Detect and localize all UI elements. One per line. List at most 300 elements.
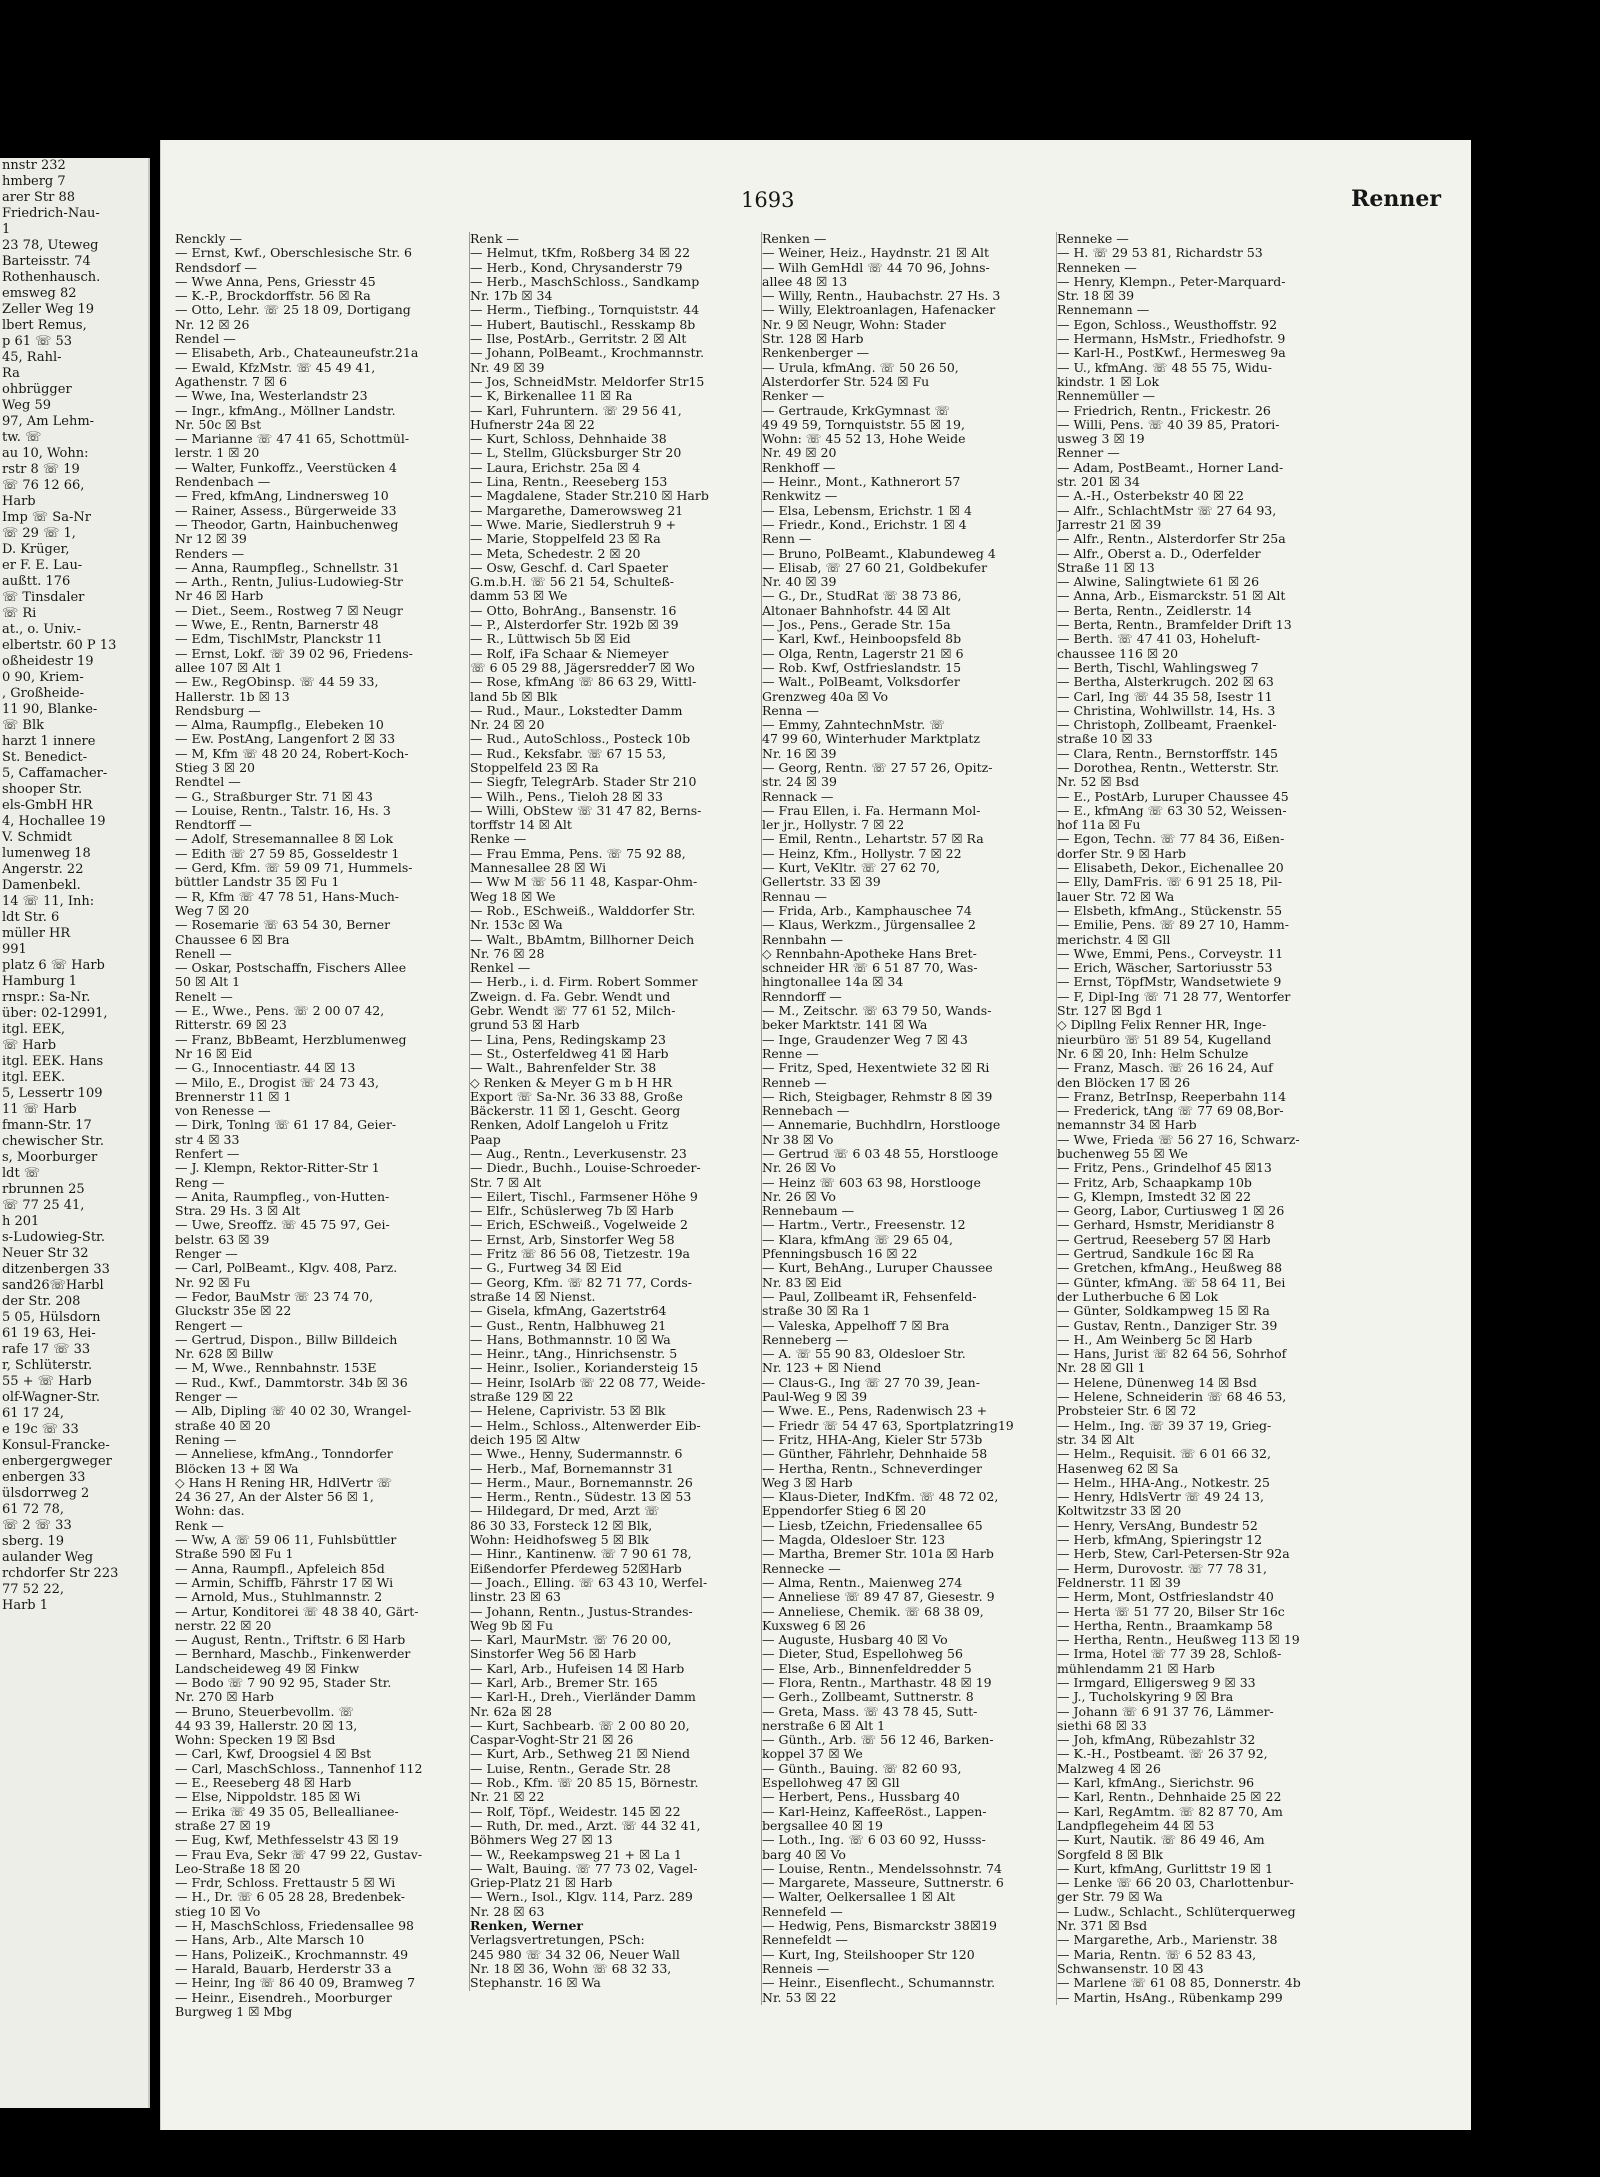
directory-entry: — Carl, MaschSchloss., Tannenhof 112 bbox=[175, 1761, 423, 1776]
directory-entry: Malzweg 4 ☒ 26 bbox=[1057, 1761, 1161, 1776]
directory-entry: — R, Kfm ☏ 47 78 51, Hans-Much- bbox=[175, 889, 400, 904]
directory-entry: — Rud., Keksfabr. ☏ 67 15 53, bbox=[470, 746, 667, 761]
left-fragment-line: s-Ludowieg-Str. bbox=[2, 1230, 105, 1245]
directory-entry: — Else, Arb., Binnenfeldredder 5 bbox=[762, 1661, 972, 1676]
directory-entry: — Milo, E., Drogist ☏ 24 73 43, bbox=[175, 1075, 379, 1090]
left-fragment-line: itgl. EEK. bbox=[2, 1070, 65, 1085]
left-fragment-line: tw. ☏ bbox=[2, 430, 42, 445]
directory-entry: — H., Am Weinberg 5c ☒ Harb bbox=[1057, 1332, 1253, 1347]
directory-entry: — Herm, Durovostr. ☏ 77 78 31, bbox=[1057, 1561, 1267, 1576]
directory-entry: ◇ Hans H Rening HR, HdlVertr ☏ bbox=[175, 1475, 393, 1490]
directory-entry: — Walt., Bahrenfelder Str. 38 bbox=[470, 1061, 657, 1076]
directory-entry: — Marie, Stoppelfeld 23 ☒ Ra bbox=[470, 532, 661, 547]
directory-entry: — K.-H., Postbeamt. ☏ 26 37 92, bbox=[1057, 1747, 1268, 1762]
directory-entry: — Anna, Raumpfleg., Schnellstr. 31 bbox=[175, 560, 400, 575]
directory-entry: — Clara, Rentn., Bernstorffstr. 145 bbox=[1057, 746, 1278, 761]
directory-entry: straße 14 ☒ Nienst. bbox=[470, 1289, 596, 1304]
directory-entry: — Herb., MaschSchloss., Sandkamp bbox=[470, 274, 700, 289]
left-fragment-line: Barteisstr. 74 bbox=[2, 254, 91, 269]
directory-entry: — Magdalene, Stader Str.210 ☒ Harb bbox=[470, 489, 709, 504]
directory-entry: — A.-H., Osterbekstr 40 ☒ 22 bbox=[1057, 489, 1244, 504]
directory-entry: — Alwine, Salingtwiete 61 ☒ 26 bbox=[1057, 575, 1260, 590]
left-fragment-line: ☏ Tinsdaler bbox=[2, 590, 85, 605]
directory-entry: Jarrestr 21 ☒ 39 bbox=[1057, 517, 1162, 532]
directory-entry: — Hertha, Rentn., Schneverdinger bbox=[762, 1461, 982, 1476]
directory-entry: Wohn: Specken 19 ☒ Bsd bbox=[175, 1733, 336, 1748]
directory-entry: — Ingr., kfmAng., Möllner Landstr. bbox=[175, 403, 396, 418]
left-fragment-line: Ra bbox=[2, 366, 20, 381]
directory-entry: — Inge, Graudenzer Weg 7 ☒ 43 bbox=[762, 1032, 968, 1047]
left-fragment-line: sand26☏Harbl bbox=[2, 1278, 104, 1293]
directory-entry: Kuxsweg 6 ☒ 26 bbox=[762, 1618, 866, 1633]
surname-heading: Rendel — bbox=[175, 332, 236, 347]
left-fragment-line: 5, Lessertr 109 bbox=[2, 1086, 103, 1101]
directory-entry: — Herb., i. d. Firm. Robert Sommer bbox=[470, 975, 698, 990]
surname-heading: Renneke — bbox=[1057, 232, 1129, 246]
left-fragment-line: 97, Am Lehm- bbox=[2, 414, 95, 429]
directory-entry: — Friedrich, Rentn., Frickestr. 26 bbox=[1057, 403, 1271, 418]
directory-entry: ◇ Rennbahn-Apotheke Hans Bret- bbox=[762, 946, 977, 961]
directory-entry: — Emil, Rentn., Lehartstr. 57 ☒ Ra bbox=[762, 832, 984, 847]
directory-entry: — Irma, Hotel ☏ 77 39 28, Schloß- bbox=[1057, 1647, 1282, 1662]
directory-entry: Nr. 92 ☒ Fu bbox=[175, 1275, 251, 1290]
directory-entry: Nr. 76 ☒ 28 bbox=[470, 946, 545, 961]
directory-entry: — Herm., Rentn., Südestr. 13 ☒ 53 bbox=[470, 1490, 692, 1505]
left-fragment-line: ülsdorrweg 2 bbox=[2, 1486, 90, 1501]
surname-heading: Renckly — bbox=[175, 232, 242, 246]
left-fragment-line: , Großheide- bbox=[2, 686, 85, 701]
left-fragment-line: Friedrich-Nau- bbox=[2, 206, 100, 221]
directory-entry: — G, Klempn, Imstedt 32 ☒ 22 bbox=[1057, 1189, 1252, 1204]
directory-entry: — Kurt, Arb., Sethweg 21 ☒ Niend bbox=[470, 1747, 691, 1762]
directory-entry: — Loth., Ing. ☏ 6 03 60 92, Husss- bbox=[762, 1833, 986, 1848]
surname-heading: Rengert — bbox=[175, 1318, 243, 1333]
directory-entry: — Herm., Tiefbing., Tornquiststr. 44 bbox=[470, 303, 700, 318]
directory-entry: Nr. 83 ☒ Eid bbox=[762, 1275, 842, 1290]
page-number: 1693 bbox=[741, 188, 795, 212]
directory-entry: Bäckerstr. 11 ☒ 1, Gescht. Georg bbox=[470, 1104, 681, 1119]
directory-entry: — Valeska, Appelhoff 7 ☒ Bra bbox=[762, 1318, 950, 1333]
directory-entry: Nr. 123 + ☒ Niend bbox=[762, 1361, 882, 1376]
left-fragment-line: itgl. EEK. Hans bbox=[2, 1054, 104, 1069]
directory-entry: — Erich, ESchweiß., Vogelweide 2 bbox=[470, 1218, 688, 1233]
left-fragment-line: 5, Caffamacher- bbox=[2, 766, 108, 781]
directory-entry: — Rob. Kwf, Ostfrieslandstr. 15 bbox=[762, 660, 962, 675]
left-fragment-line: 991 bbox=[2, 942, 27, 957]
directory-entry: — Joach., Elling. ☏ 63 43 10, Werfel- bbox=[470, 1575, 708, 1590]
left-fragment-line: St. Benedict- bbox=[2, 750, 88, 765]
directory-entry: — Heinr., Mont., Kathnerort 57 bbox=[762, 475, 961, 490]
directory-entry: Nr. 6 ☒ 20, Inh: Helm Schulze bbox=[1057, 1046, 1249, 1061]
directory-entry: — Johann, PolBeamt., Krochmannstr. bbox=[470, 346, 705, 361]
directory-entry: Stieg 3 ☒ 20 bbox=[175, 760, 255, 775]
directory-entry: hof 11a ☒ Fu bbox=[1057, 818, 1141, 833]
directory-entry: — Gertrud, Reeseberg 57 ☒ Harb bbox=[1057, 1232, 1271, 1247]
directory-entry: — Egon, Techn. ☏ 77 84 36, Eißen- bbox=[1057, 832, 1285, 847]
directory-entry: — Gretchen, kfmAng., Heußweg 88 bbox=[1057, 1261, 1283, 1276]
directory-entry: Nr. 49 ☒ 39 bbox=[470, 360, 545, 375]
directory-entry: — G., Dr., StudRat ☏ 38 73 86, bbox=[762, 589, 962, 604]
left-fragment-line: Rothenhausch. bbox=[2, 270, 101, 285]
surname-heading: Renner — bbox=[1057, 446, 1120, 461]
directory-entry: hingtonallee 14a ☒ 34 bbox=[762, 975, 904, 990]
directory-entry: — Hartm., Vertr., Freesenstr. 12 bbox=[762, 1218, 966, 1233]
surname-heading: Renkel — bbox=[470, 961, 531, 976]
left-fragment-line: emsweg 82 bbox=[2, 286, 77, 301]
directory-entry: — H, MaschSchloss, Friedensallee 98 bbox=[175, 1919, 414, 1934]
directory-entry: — E., Reeseberg 48 ☒ Harb bbox=[175, 1776, 352, 1791]
surname-heading: Renneberg — bbox=[762, 1332, 849, 1347]
directory-entry: Grenzweg 40a ☒ Vo bbox=[762, 689, 888, 704]
directory-entry: — Frau Eva, Sekr ☏ 47 99 22, Gustav- bbox=[175, 1847, 423, 1862]
directory-entry: land 5b ☒ Blk bbox=[470, 689, 558, 704]
directory-entry: Stoppelfeld 23 ☒ Ra bbox=[470, 760, 599, 775]
directory-entry: — Armin, Schiffb, Fährstr 17 ☒ Wi bbox=[175, 1575, 394, 1590]
left-fragment-line: 14 ☏ 11, Inh: bbox=[2, 894, 95, 909]
directory-entry: Eppendorfer Stieg 6 ☒ 20 bbox=[762, 1504, 927, 1519]
directory-entry: — Wwe Anna, Pens, Griesstr 45 bbox=[175, 274, 376, 289]
left-fragment-line: at., o. Univ.- bbox=[2, 622, 82, 637]
directory-entry: — M., Zeitschr. ☏ 63 79 50, Wands- bbox=[762, 1004, 992, 1019]
left-fragment-line: ☏ Blk bbox=[2, 718, 44, 733]
surname-heading: Renfert — bbox=[175, 1147, 240, 1161]
directory-entry: Koltwitzstr 33 ☒ 20 bbox=[1057, 1504, 1182, 1519]
directory-entry: — Aug., Rentn., Leverkusenstr. 23 bbox=[470, 1147, 687, 1161]
directory-entry: — Marlene ☏ 61 08 85, Donnerstr. 4b bbox=[1057, 1976, 1301, 1991]
directory-entry: str. 24 ☒ 39 bbox=[762, 775, 837, 790]
directory-entry: — Wwe. Marie, Siedlerstruh 9 + bbox=[470, 517, 677, 532]
directory-entry: Nr 46 ☒ Harb bbox=[175, 589, 264, 604]
directory-entry: — Lina, Pens, Redingskamp 23 bbox=[470, 1032, 666, 1047]
directory-entry: — Gisela, kfmAng, Gazertstr64 bbox=[470, 1304, 667, 1319]
directory-entry: — Georg, Labor, Curtiusweg 1 ☒ 26 bbox=[1057, 1204, 1285, 1219]
directory-entry: büttler Landstr 35 ☒ Fu 1 bbox=[175, 875, 340, 890]
left-fragment-line: hmberg 7 bbox=[2, 174, 66, 189]
directory-entry: Nr. 26 ☒ Vo bbox=[762, 1189, 836, 1204]
directory-entry: — Carl, Kwf, Droogsiel 4 ☒ Bst bbox=[175, 1747, 372, 1762]
directory-entry: — Ilse, PostArb., Gerritstr. 2 ☒ Alt bbox=[470, 332, 687, 347]
directory-entry: stieg 10 ☒ Vo bbox=[175, 1904, 261, 1919]
directory-entry: 86 30 33, Forsteck 12 ☒ Blk, bbox=[470, 1518, 653, 1533]
directory-entry: Hallerstr. 1b ☒ 13 bbox=[175, 689, 290, 704]
directory-entry: — H. ☏ 29 53 81, Richardstr 53 bbox=[1057, 246, 1263, 261]
directory-entry: — Karl, Arb., Bremer Str. 165 bbox=[470, 1675, 658, 1690]
directory-entry: Nr. 18 ☒ 36, Wohn ☏ 68 32 33, bbox=[470, 1961, 672, 1976]
directory-entry: Wohn: das. bbox=[175, 1504, 245, 1519]
column-2 bbox=[469, 232, 750, 1991]
left-fragment-line: ldt Str. 6 bbox=[2, 910, 60, 925]
directory-entry: — Emilie, Pens. ☏ 89 27 10, Hamm- bbox=[1057, 918, 1289, 933]
directory-entry: torffstr 14 ☒ Alt bbox=[470, 818, 572, 833]
directory-entry: straße 129 ☒ 22 bbox=[470, 1390, 574, 1405]
directory-entry: — Elsbeth, kfmAng., Stückenstr. 55 bbox=[1057, 903, 1283, 918]
directory-entry: — Helm., HHA-Ang., Notkestr. 25 bbox=[1057, 1475, 1270, 1490]
left-fragment-line: r, Schlüterstr. bbox=[2, 1358, 93, 1373]
directory-entry: chaussee 116 ☒ 20 bbox=[1057, 646, 1179, 661]
directory-entry: — Karl, kfmAng., Sierichstr. 96 bbox=[1057, 1776, 1255, 1791]
surname-heading: Rennefeld — bbox=[762, 1904, 843, 1919]
directory-entry: linstr. 23 ☒ 63 bbox=[470, 1590, 561, 1605]
directory-entry: — Klara, kfmAng ☏ 29 65 04, bbox=[762, 1232, 953, 1247]
directory-entry: merichstr. 4 ☒ Gll bbox=[1057, 932, 1171, 947]
directory-entry: — Martha, Bremer Str. 101a ☒ Harb bbox=[762, 1547, 994, 1562]
surname-heading: Renk — bbox=[470, 232, 519, 246]
surname-heading: Renke — bbox=[470, 832, 527, 847]
left-fragment-line: rchdorfer Str 223 bbox=[2, 1566, 119, 1581]
directory-entry: — Alfr., SchlachtMstr ☏ 27 64 93, bbox=[1057, 503, 1277, 518]
directory-entry: lerstr. 1 ☒ 20 bbox=[175, 446, 260, 461]
directory-entry: Str. 18 ☒ 39 bbox=[1057, 289, 1135, 304]
left-fragment-line: er F. E. Lau- bbox=[2, 558, 83, 573]
directory-entry: — Bodo ☏ 7 90 92 95, Stader Str. bbox=[175, 1675, 392, 1690]
directory-entry: — Günth., Arb. ☏ 56 12 46, Barken- bbox=[762, 1733, 994, 1748]
directory-entry: — Herta ☏ 51 77 20, Bilser Str 16c bbox=[1057, 1604, 1285, 1619]
directory-entry: Renken, Werner bbox=[470, 1919, 584, 1934]
directory-entry: — Anna, Arb., Eismarckstr. 51 ☒ Alt bbox=[1057, 589, 1286, 604]
directory-entry: — Alfr., Oberst a. D., Oderfelder bbox=[1057, 546, 1261, 561]
surname-heading: Rennebach — bbox=[762, 1104, 850, 1119]
left-fragment-line: V. Schmidt bbox=[2, 830, 72, 845]
left-fragment-line: Neuer Str 32 bbox=[2, 1246, 89, 1261]
surname-heading: Renell — bbox=[175, 946, 232, 961]
directory-entry: — Adolf, Stresemannallee 8 ☒ Lok bbox=[175, 832, 394, 847]
directory-entry: — Christoph, Zollbeamt, Fraenkel- bbox=[1057, 718, 1277, 733]
directory-entry: — Rainer, Assess., Bürgerweide 33 bbox=[175, 503, 397, 518]
directory-entry: Paul-Weg 9 ☒ 39 bbox=[762, 1390, 868, 1405]
left-fragment-line: rnspr.: Sa-Nr. bbox=[2, 990, 91, 1005]
directory-entry: Brennerstr 11 ☒ 1 bbox=[175, 1089, 292, 1104]
directory-entry: — Willi, ObStew ☏ 31 47 82, Berns- bbox=[470, 803, 702, 818]
directory-entry: — Joh, kfmAng, Rübezahlstr 32 bbox=[1057, 1733, 1256, 1748]
left-fragment-line: harzt 1 innere bbox=[2, 734, 96, 749]
directory-entry: — Elisabeth, Arb., Chateauneufstr.21a bbox=[175, 346, 419, 361]
directory-entry: Gebr. Wendt ☏ 77 61 52, Milch- bbox=[470, 1004, 676, 1019]
directory-entry: — Walter, Funkoffz., Veerstücken 4 bbox=[175, 460, 398, 475]
left-fragment-line: platz 6 ☏ Harb bbox=[2, 958, 105, 973]
directory-entry: ger Str. 79 ☒ Wa bbox=[1057, 1890, 1163, 1905]
directory-entry: — J. Klempn, Rektor-Ritter-Str 1 bbox=[175, 1161, 380, 1176]
directory-entry: — Wilh GemHdl ☏ 44 70 96, Johns- bbox=[762, 260, 990, 275]
surname-heading: Rendtel — bbox=[175, 775, 241, 790]
left-fragment-line: h 201 bbox=[2, 1214, 40, 1229]
directory-entry: — Herb, Stew, Carl-Petersen-Str 92a bbox=[1057, 1547, 1290, 1562]
directory-entry: — Wern., Isol., Klgv. 114, Parz. 289 bbox=[470, 1890, 693, 1905]
directory-entry: Verlagsvertretungen, PSch: bbox=[470, 1933, 645, 1948]
directory-entry: str 4 ☒ 33 bbox=[175, 1132, 240, 1147]
directory-entry: — M, Kfm ☏ 48 20 24, Robert-Koch- bbox=[175, 746, 409, 761]
directory-entry: — Ernst, Kwf., Oberschlesische Str. 6 bbox=[175, 246, 412, 261]
directory-entry: — Ludw., Schlacht., Schlüterquerweg bbox=[1057, 1904, 1296, 1919]
left-fragment-line: Damenbekl. bbox=[2, 878, 81, 893]
surname-heading: Rendsburg — bbox=[175, 703, 261, 718]
directory-entry: — Annemarie, Buchhdlrn, Horstlooge bbox=[762, 1118, 1001, 1133]
directory-entry: — Irmgard, Elligersweg 9 ☒ 33 bbox=[1057, 1675, 1256, 1690]
directory-entry: — Theodor, Gartn, Hainbuchenweg bbox=[175, 517, 399, 532]
directory-entry: — E., kfmAng ☏ 63 30 52, Weissen- bbox=[1057, 803, 1287, 818]
directory-entry: — Wwe. E., Pens, Radenwisch 23 + bbox=[762, 1404, 988, 1419]
surname-heading: Rennau — bbox=[762, 889, 827, 904]
directory-entry: — Helm., Schloss., Altenwerder Eib- bbox=[470, 1418, 701, 1433]
directory-entry: — Herm., Maur., Bornemannstr. 26 bbox=[470, 1475, 693, 1490]
directory-entry: — Marianne ☏ 47 41 65, Schottmül- bbox=[175, 432, 410, 447]
directory-entry: — Wwe., Henny, Sudermannstr. 6 bbox=[470, 1447, 683, 1462]
directory-entry: Stephanstr. 16 ☒ Wa bbox=[470, 1976, 601, 1991]
directory-entry: — Eug, Kwf, Methfesselstr 43 ☒ 19 bbox=[175, 1833, 399, 1848]
directory-entry: — Ernst, TöpfMstr, Wandsetwiete 9 bbox=[1057, 975, 1282, 990]
directory-entry: — H., Dr. ☏ 6 05 28 28, Bredenbek- bbox=[175, 1890, 405, 1905]
left-fragment-line: Harb 1 bbox=[2, 1598, 49, 1613]
directory-entry: — A. ☏ 55 90 83, Oldesloer Str. bbox=[762, 1347, 966, 1362]
directory-entry: Nr. 52 ☒ Bsd bbox=[1057, 775, 1140, 790]
directory-entry: — Franz, BbBeamt, Herzblumenweg bbox=[175, 1032, 407, 1047]
directory-entry: — Rob., Kfm. ☏ 20 85 15, Börnestr. bbox=[470, 1776, 699, 1791]
directory-entry: Schwansenstr. 10 ☒ 43 bbox=[1057, 1961, 1204, 1976]
directory-entry: kindstr. 1 ☒ Lok bbox=[1057, 374, 1160, 389]
directory-entry: — Liesb, tZeichn, Friedensallee 65 bbox=[762, 1518, 983, 1533]
directory-entry: Landscheideweg 49 ☒ Finkw bbox=[175, 1661, 360, 1676]
directory-entry: — Osw, Geschf. d. Carl Spaeter bbox=[470, 560, 668, 575]
directory-entry: — L, Stellm, Glücksburger Str 20 bbox=[470, 446, 682, 461]
surname-heading: Renders — bbox=[175, 546, 245, 561]
left-fragment-line: lumenweg 18 bbox=[2, 846, 91, 861]
column-3 bbox=[761, 232, 1042, 2005]
directory-entry: — Maria, Rentn. ☏ 6 52 83 43, bbox=[1057, 1947, 1257, 1962]
directory-entry: Gellertstr. 33 ☒ 39 bbox=[762, 875, 881, 890]
directory-entry: nemannstr 34 ☒ Harb bbox=[1057, 1118, 1197, 1133]
directory-entry: Leo-Straße 18 ☒ 20 bbox=[175, 1861, 301, 1876]
surname-heading: Rennefeldt — bbox=[762, 1933, 848, 1948]
directory-entry: Nr. 12 ☒ 26 bbox=[175, 317, 250, 332]
directory-entry: 47 99 60, Winterhuder Marktplatz bbox=[762, 732, 981, 747]
left-fragment-line: s, Moorburger bbox=[2, 1150, 98, 1165]
directory-entry: — Walter, Oelkersallee 1 ☒ Alt bbox=[762, 1890, 956, 1905]
left-fragment-line: 1 bbox=[2, 222, 11, 237]
directory-entry: — Siegfr, TelegrArb. Stader Str 210 bbox=[470, 775, 697, 790]
directory-entry: Str. 7 ☒ Alt bbox=[470, 1175, 542, 1190]
directory-entry: — Uwe, Sreoffz. ☏ 45 75 97, Gei- bbox=[175, 1218, 390, 1233]
surname-heading: Renk — bbox=[175, 1518, 224, 1533]
directory-entry: 44 93 39, Hallerstr. 20 ☒ 13, bbox=[175, 1718, 358, 1733]
directory-entry: — Karl, MaurMstr. ☏ 76 20 00, bbox=[470, 1633, 672, 1648]
directory-entry: — Karl, RegAmtm. ☏ 82 87 70, Am bbox=[1057, 1804, 1283, 1819]
directory-entry: — Ruth, Dr. med., Arzt. ☏ 44 32 41, bbox=[470, 1818, 701, 1833]
directory-entry: — Heinr., Isolier., Koriandersteig 15 bbox=[470, 1361, 699, 1376]
directory-entry: — Rud., AutoSchloss., Posteck 10b bbox=[470, 732, 691, 747]
directory-entry: Chaussee 6 ☒ Bra bbox=[175, 932, 290, 947]
directory-entry: G.m.b.H. ☏ 56 21 54, Schulteß- bbox=[470, 575, 675, 590]
directory-entry: Espellohweg 47 ☒ Gll bbox=[762, 1776, 900, 1791]
left-fragment-line: 5 05, Hülsdorn bbox=[2, 1310, 101, 1325]
directory-entry: — Johann, Rentn., Justus-Strandes- bbox=[470, 1604, 693, 1619]
directory-entry: — Herm, Mont, Ostfrieslandstr 40 bbox=[1057, 1590, 1274, 1605]
directory-entry: — Otto, BohrAng., Bansenstr. 16 bbox=[470, 603, 677, 618]
page-header bbox=[161, 188, 1461, 218]
column-1 bbox=[175, 232, 455, 2019]
directory-entry: — Rud., Maur., Lokstedter Damm bbox=[470, 703, 683, 718]
directory-entry: — G., Furtweg 34 ☒ Eid bbox=[470, 1261, 622, 1276]
directory-entry: — Erich, Wäscher, Sartoriusstr 53 bbox=[1057, 961, 1273, 976]
directory-entry: — R., Lüttwisch 5b ☒ Eid bbox=[470, 632, 631, 647]
directory-entry: — Emmy, ZahntechnMstr. ☏ bbox=[762, 718, 945, 733]
left-fragment-line: chewischer Str. bbox=[2, 1134, 105, 1149]
directory-entry: — Bertha, Alsterkrugch. 202 ☒ 63 bbox=[1057, 675, 1274, 690]
surname-heading: Rennbahn — bbox=[762, 932, 843, 947]
directory-entry: str. 34 ☒ Alt bbox=[1057, 1432, 1135, 1447]
directory-entry: — W., Reekampsweg 21 + ☒ La 1 bbox=[470, 1847, 682, 1862]
directory-entry: — Frdr, Schloss. Frettaustr 5 ☒ Wi bbox=[175, 1876, 396, 1891]
directory-entry: — Willy, Elektroanlagen, Hafenacker bbox=[762, 303, 996, 318]
directory-entry: — Louise, Rentn., Talstr. 16, Hs. 3 bbox=[175, 803, 391, 818]
directory-entry: — Fritz, Pens., Grindelhof 45 ☒13 bbox=[1057, 1161, 1272, 1176]
left-fragment-line: 45, Rahl- bbox=[2, 350, 62, 365]
directory-entry: — Margarethe, Damerowsweg 21 bbox=[470, 503, 684, 518]
surname-heading: Reng — bbox=[175, 1175, 225, 1190]
left-fragment-line: ohbrügger bbox=[2, 382, 72, 397]
directory-entry: Weg 9b ☒ Fu bbox=[470, 1618, 554, 1633]
directory-entry: — Alfr., Rentn., Alsterdorfer Str 25a bbox=[1057, 532, 1286, 547]
directory-entry: nerstr. 22 ☒ 20 bbox=[175, 1618, 272, 1633]
surname-heading: Renneis — bbox=[762, 1961, 830, 1976]
left-fragment-line: Weg 59 bbox=[2, 398, 51, 413]
left-fragment-line: 11 ☏ Harb bbox=[2, 1102, 77, 1117]
directory-entry: Straße 590 ☒ Fu 1 bbox=[175, 1547, 294, 1562]
directory-entry: Nr. 62a ☒ 28 bbox=[470, 1704, 552, 1719]
directory-entry: — Diedr., Buchh., Louise-Schroeder- bbox=[470, 1161, 701, 1176]
directory-entry: 50 ☒ Alt 1 bbox=[175, 975, 241, 990]
directory-entry: Nr. 16 ☒ 39 bbox=[762, 746, 837, 761]
directory-entry: — Urula, kfmAng. ☏ 50 26 50, bbox=[762, 360, 959, 375]
directory-entry: — Elfr., Schüslerweg 7b ☒ Harb bbox=[470, 1204, 674, 1219]
directory-entry: Nr. 24 ☒ 20 bbox=[470, 718, 545, 733]
surname-heading: Renn — bbox=[762, 532, 812, 547]
directory-entry: 49 49 59, Tornquiststr. 55 ☒ 19, bbox=[762, 417, 965, 432]
directory-entry: — Bruno, PolBeamt., Klabundeweg 4 bbox=[762, 546, 996, 561]
directory-entry: koppel 37 ☒ We bbox=[762, 1747, 863, 1762]
directory-entry: Paap bbox=[470, 1132, 501, 1147]
directory-entry: — Rosemarie ☏ 63 54 30, Berner bbox=[175, 918, 391, 933]
left-fragment-line: 4, Hochallee 19 bbox=[2, 814, 106, 829]
surname-heading: Renkwitz — bbox=[762, 489, 838, 504]
left-page-fragment bbox=[0, 158, 150, 2108]
directory-entry: str. 201 ☒ 34 bbox=[1057, 475, 1140, 490]
directory-entry: — Karl, Arb., Hufeisen 14 ☒ Harb bbox=[470, 1661, 685, 1676]
directory-entry: — Rich, Steigbager, Rehmstr 8 ☒ 39 bbox=[762, 1089, 993, 1104]
left-fragment-line: enbergergweger bbox=[2, 1454, 112, 1469]
directory-entry: Nr. 28 ☒ Gll 1 bbox=[1057, 1361, 1146, 1376]
directory-entry: — Frederick, tAng ☏ 77 69 08,Bor- bbox=[1057, 1104, 1284, 1119]
directory-entry: — Rose, kfmAng ☏ 86 63 29, Wittl- bbox=[470, 675, 697, 690]
directory-entry: — Eilert, Tischl., Farmsener Höhe 9 bbox=[470, 1189, 698, 1204]
directory-entry: — Meta, Schedestr. 2 ☒ 20 bbox=[470, 546, 641, 561]
directory-entry: — Rud., Kwf., Dammtorstr. 34b ☒ 36 bbox=[175, 1375, 408, 1390]
directory-entry: — Walt., BbAmtm, Billhorner Deich bbox=[470, 932, 695, 947]
directory-entry: — Ww, A ☏ 59 06 11, Fuhlsbüttler bbox=[175, 1533, 397, 1548]
surname-heading: Rendsdorf — bbox=[175, 260, 257, 275]
surname-heading: Rendtorff — bbox=[175, 818, 252, 833]
directory-entry: Nr 16 ☒ Eid bbox=[175, 1046, 253, 1061]
directory-entry: — Fedor, BauMstr ☏ 23 74 70, bbox=[175, 1289, 374, 1304]
directory-entry: — Berta, Rentn., Zeidlerstr. 14 bbox=[1057, 603, 1252, 618]
directory-entry: — Edm, TischlMstr, Planckstr 11 bbox=[175, 632, 383, 647]
directory-entry: — Ernst, Lokf. ☏ 39 02 96, Friedens- bbox=[175, 646, 413, 661]
directory-entry: — Arnold, Mus., Stuhlmannstr. 2 bbox=[175, 1590, 383, 1605]
directory-entry: Stra. 29 Hs. 3 ☒ Alt bbox=[175, 1204, 301, 1219]
directory-entry: — Klaus-Dieter, IndKfm. ☏ 48 72 02, bbox=[762, 1490, 999, 1505]
directory-entry: — Gertrud, Dispon., Billw Billdeich bbox=[175, 1332, 398, 1347]
left-fragment-line: lbert Remus, bbox=[2, 318, 87, 333]
directory-entry: — Auguste, Husbarg 40 ☒ Vo bbox=[762, 1633, 948, 1648]
surname-heading: Rening — bbox=[175, 1432, 237, 1447]
